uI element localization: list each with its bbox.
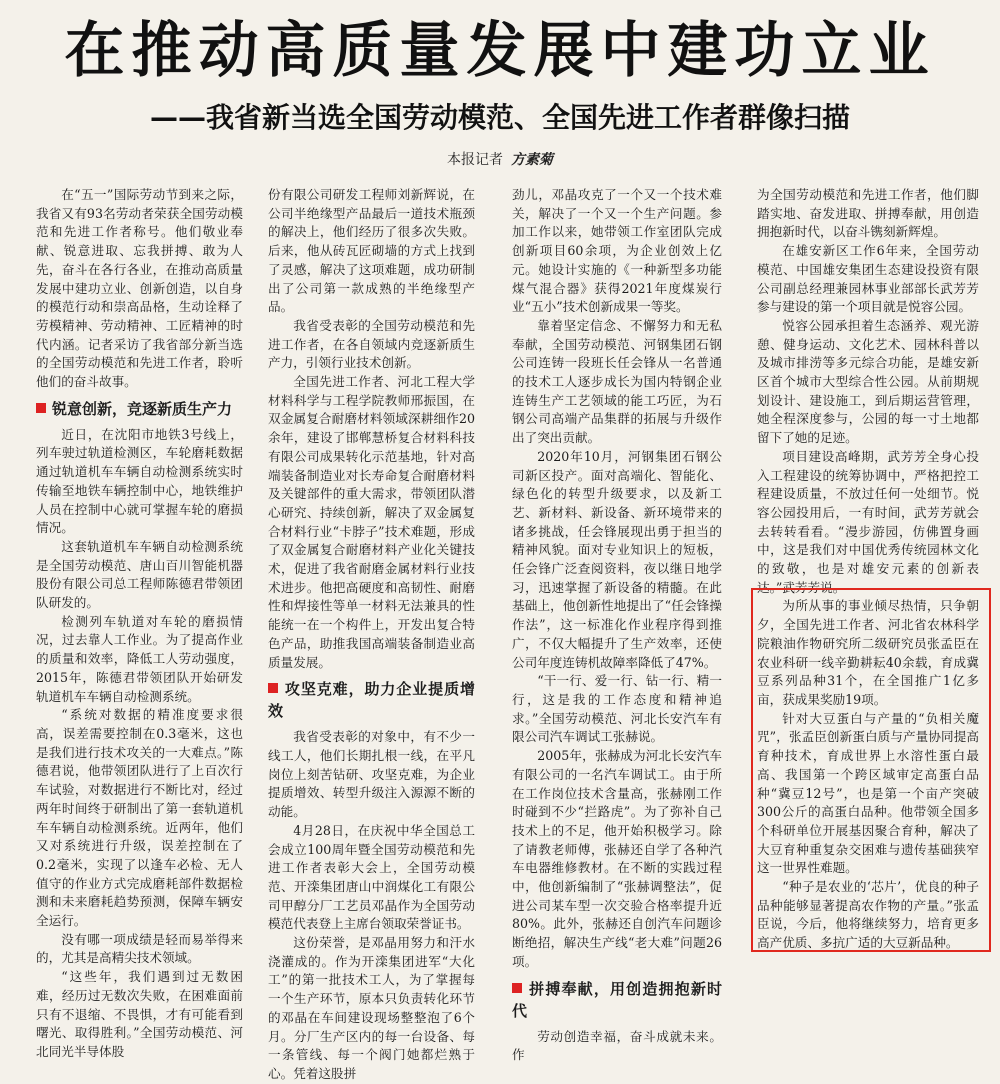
section-heading-tackle	[268, 678, 475, 722]
paragraph: 靠着坚定信念、不懈努力和无私奉献，全国劳动模范、河钢集团石钢公司连铸一段班长任会锋从一名普通的技术工人逐步成长为国内特钢企业连铸生产工艺领域的能工巧匠，为石钢公司高端产品集群的拓展与升级作出了突出贡献。	[512, 317, 722, 446]
section-heading-text: 拼搏奉献，用创造拥抱新时代	[512, 979, 722, 1020]
paragraph: 全国先进工作者、河北工程大学材料科学与工程学院教师邢振国，在双金属复合耐磨材料领域深耕细作20余年，建设了邯郸慧桥复合材料科技有限公司成果转化示范基地，针对高端装备制造业对长寿命复合耐磨材料及关键部件的重大需求，带领团队潜心研究、持续创新，解决了双金属复合材料行业“卡脖子”技术难题，形成了双金属复合耐磨材料产业化关键技术，促进了我省耐磨金属材料行业技术进步。他把高硬度和高韧性、耐磨性和焊接性等单一材料无法兼具的性能统一在一个构件上，开发出复合特色产品，助推我国高端装备制造业高质量发展。	[268, 374, 475, 670]
paragraph: 针对大豆蛋白与产量的“负相关魔咒”，张孟臣创新蛋白质与产量协同提高育种技术，育成世界上水溶性蛋白最高、我国第一个跨区域审定高蛋白品种“冀豆12号”，也是第一个亩产突破300公斤的高蛋白品种。他带领全国多个科研单位开展基因聚合育种，解决了大豆育种重复杂交困难与遗传基础狭窄这一世界性难题。	[757, 710, 979, 876]
article-column-1	[36, 186, 243, 1059]
paragraph: 2020年10月，河钢集团石钢公司新区投产。面对高端化、智能化、绿色化的转型升级要求，以及新工艺、新材料、新设备、新环境带来的诸多挑战，任会锋展现出勇于担当的精神风貌。面对专业知识上的短板，任会锋广泛查阅资料，夜以继日地学习，迅速掌握了新设备的精髓。在此基础上，他创新性地提出了“任会锋操作法”，这一标准化作业程序得到推广，不仅大幅提升了生产效率，还使公司年度连铸机故障率降低了47%。	[512, 448, 722, 670]
section-heading-dedication	[512, 978, 722, 1022]
paragraph: 为所从事的事业倾尽热情，只争朝夕，全国先进工作者、河北省农林科学院粮油作物研究所二级研究员张孟臣在农业科研一线辛勤耕耘40余载，育成冀豆系列品种31个，在全国推广1亿多亩，获成果奖励19项。	[757, 598, 979, 707]
byline	[0, 150, 1000, 170]
section-marker-icon	[512, 983, 522, 993]
section-marker-icon	[36, 403, 46, 413]
byline-label: 本报记者	[447, 152, 503, 168]
highlight-box	[751, 588, 991, 952]
paragraph: 劲儿，邓晶攻克了一个又一个技术难关，解决了一个又一个生产问题。参加工作以来，她带领工作室团队完成创新项目60余项，为企业创效上亿元。她设计实施的《一种新型多功能煤气混合器》获得2021年度煤炭行业“五小”技术创新成果一等奖。	[512, 187, 722, 315]
section-marker-icon	[268, 683, 278, 693]
paragraph: 这套轨道机车车辆自动检测系统是全国劳动模范、唐山百川智能机器股份有限公司总工程师陈德君带领团队研发的。	[36, 538, 243, 611]
headline-subtitle: ——我省新当选全国劳动模范、全国先进工作者群像扫描	[149, 101, 850, 134]
paragraph: 劳动创造幸福，奋斗成就未来。作	[512, 1028, 722, 1063]
paragraph: 我省受表彰的对象中，有不少一线工人，他们长期扎根一线，在平凡岗位上刻苦钻研、攻坚克难，为企业提质增效、转型升级注入源源不断的动能。	[268, 729, 475, 820]
section-heading-text: 攻坚克难，助力企业提质增效	[268, 680, 475, 721]
paragraph: “系统对数据的精准度要求很高，误差需要控制在0.3毫米，这也是我们进行技术攻关的一大难点。”陈德君说，他带领团队进行了上百次行车试验，对数据进行不断比对，经过两年时间终于研制出了第一套轨道机车车辆自动检测系统。近两年，他们又对系统进行升级，误差控制在了0.2毫米，实现了以逢车必检、无人值守的作业方式完成磨耗部件数据检测和未来磨耗趋势预测，保障车辆安全运行。	[36, 707, 243, 929]
paragraph: 这份荣誉，是邓晶用努力和汗水浇灌成的。作为开滦集团进军“大化工”的第一批技术工人，为了掌握每一个生产环节，原本只负责转化环节的邓晶在车间建设现场整整泡了6个月。分厂生产区内的每一台设备、每一条管线、每一个阀门她都烂熟于心。凭着这股拼	[268, 935, 475, 1081]
paragraph: 4月28日，在庆祝中华全国总工会成立100周年暨全国劳动模范和先进工作者表彰大会上，全国劳动模范、开滦集团唐山中润煤化工有限公司甲醇分厂工艺员邓晶作为全国劳动模范代表登上主席台领取荣誉证书。	[268, 822, 475, 932]
paragraph: 我省受表彰的全国劳动模范和先进工作者，在各自领域内竞逐新质生产力，引领行业技术创新。	[268, 317, 475, 371]
section-heading-text: 锐意创新，竞逐新质生产力	[52, 399, 233, 418]
paragraph: 份有限公司研发工程师刘新辉说，在公司半绝缘型产品最后一道技术瓶颈的解决上，他们经历了很多次失败。后来，他从砖瓦匠砌墙的方式上找到了灵感，解决了这项难题，成功研制出了公司第一款成熟的半绝缘型产品。	[268, 187, 475, 315]
paragraph: 为全国劳动模范和先进工作者，他们脚踏实地、奋发进取、拼搏奉献，用创造拥抱新时代，以奋斗镌刻新辉煌。	[757, 187, 979, 240]
article-column-3	[512, 186, 722, 1063]
paragraph: 悦容公园承担着生态涵养、观光游憩、健身运动、文化艺术、园林科普以及城市排涝等多元综合功能，是雄安新区首个城市大型综合性公园。从前期规划设计、建设施工，到后期运营管理，她全程深度参与，公园的每一寸土地都留下了她的足迹。	[757, 317, 979, 446]
paragraph: 项目建设高峰期，武芳芳全身心投入工程建设的统筹协调中，严格把控工程建设质量，不放过任何一处细节。悦容公园投用后，一有时间，武芳芳就会去转转看看。“漫步游园，仿佛置身画中，这是我们对中国优秀传统园林文化的致敬，也是对雄安元素的创新表达。”武芳芳说。	[757, 448, 979, 595]
paragraph: “干一行、爱一行、钻一行、精一行，这是我的工作态度和精神追求。”全国劳动模范、河北长安汽车有限公司汽车调试工张赫说。	[512, 673, 722, 745]
paragraph: 近日，在沈阳市地铁3号线上，列车驶过轨道检测区，车轮磨耗数据通过轨道机车车辆自动检测系统实时传输至地铁车辆控制中心，地铁维护人员在控制中心就可掌握车轮的磨损情况。	[36, 426, 243, 536]
paragraph: 在“五一”国际劳动节到来之际，我省又有93名劳动者荣获全国劳动模范和先进工作者称号。他们敬业奉献、锐意进取、忘我拼搏、敢为人先，奋斗在各行各业，在推动高质量发展中建功立业、创新创造，以自身的模范行动和崇高品格，生动诠释了劳模精神、劳动精神、工匠精神的时代内涵。记者采访了我省部分新当选的全国劳动模范和先进工作者，聆听他们的奋斗故事。	[36, 187, 243, 390]
paragraph: “这些年，我们遇到过无数困难，经历过无数次失败，在困难面前只有不退缩、不畏惧，才有可能看到曙光、取得胜利。”全国劳动模范、河北同光半导体股	[36, 969, 243, 1059]
paragraph: 没有哪一项成绩是轻而易举得来的，尤其是高精尖技术领域。	[36, 931, 243, 966]
headline-title: 在推动高质量发展中建功立业	[64, 16, 936, 86]
byline-author: 方素菊	[511, 152, 553, 168]
paragraph: 2005年，张赫成为河北长安汽车有限公司的一名汽车调试工。由于所在工作岗位技术含量高，张赫刚工作时碰到不少“拦路虎”。为了弥补自己技术上的不足，他开始积极学习。除了请教老师傅，张赫还自学了各种汽车电器维修教材。在不断的实践过程中，他创新编制了“张赫调整法”，促进公司某车型一次交验合格率提升近80%。此外，张赫还自创汽车问题诊断绝招，解决生产线“老大难”问题26项。	[512, 748, 722, 969]
section-heading-innovation	[36, 398, 243, 420]
paragraph: 检测列车轨道对车轮的磨损情况，过去靠人工作业。为了提高作业的质量和效率，降低工人劳动强度，2015年，陈德君带领团队开始研发轨道机车车辆自动检测系统。	[36, 613, 243, 704]
paragraph: 在雄安新区工作6年来，全国劳动模范、中国雄安集团生态建设投资有限公司副总经理兼园林事业部部长武芳芳参与建设的第一个项目就是悦容公园。	[757, 243, 979, 315]
paragraph: “种子是农业的‘芯片’，优良的种子品种能够显著提高农作物的产量。”张孟臣说，今后，他将继续努力，培育更多高产优质、多抗广适的大豆新品种。	[757, 879, 979, 951]
article-column-2	[268, 186, 475, 1081]
